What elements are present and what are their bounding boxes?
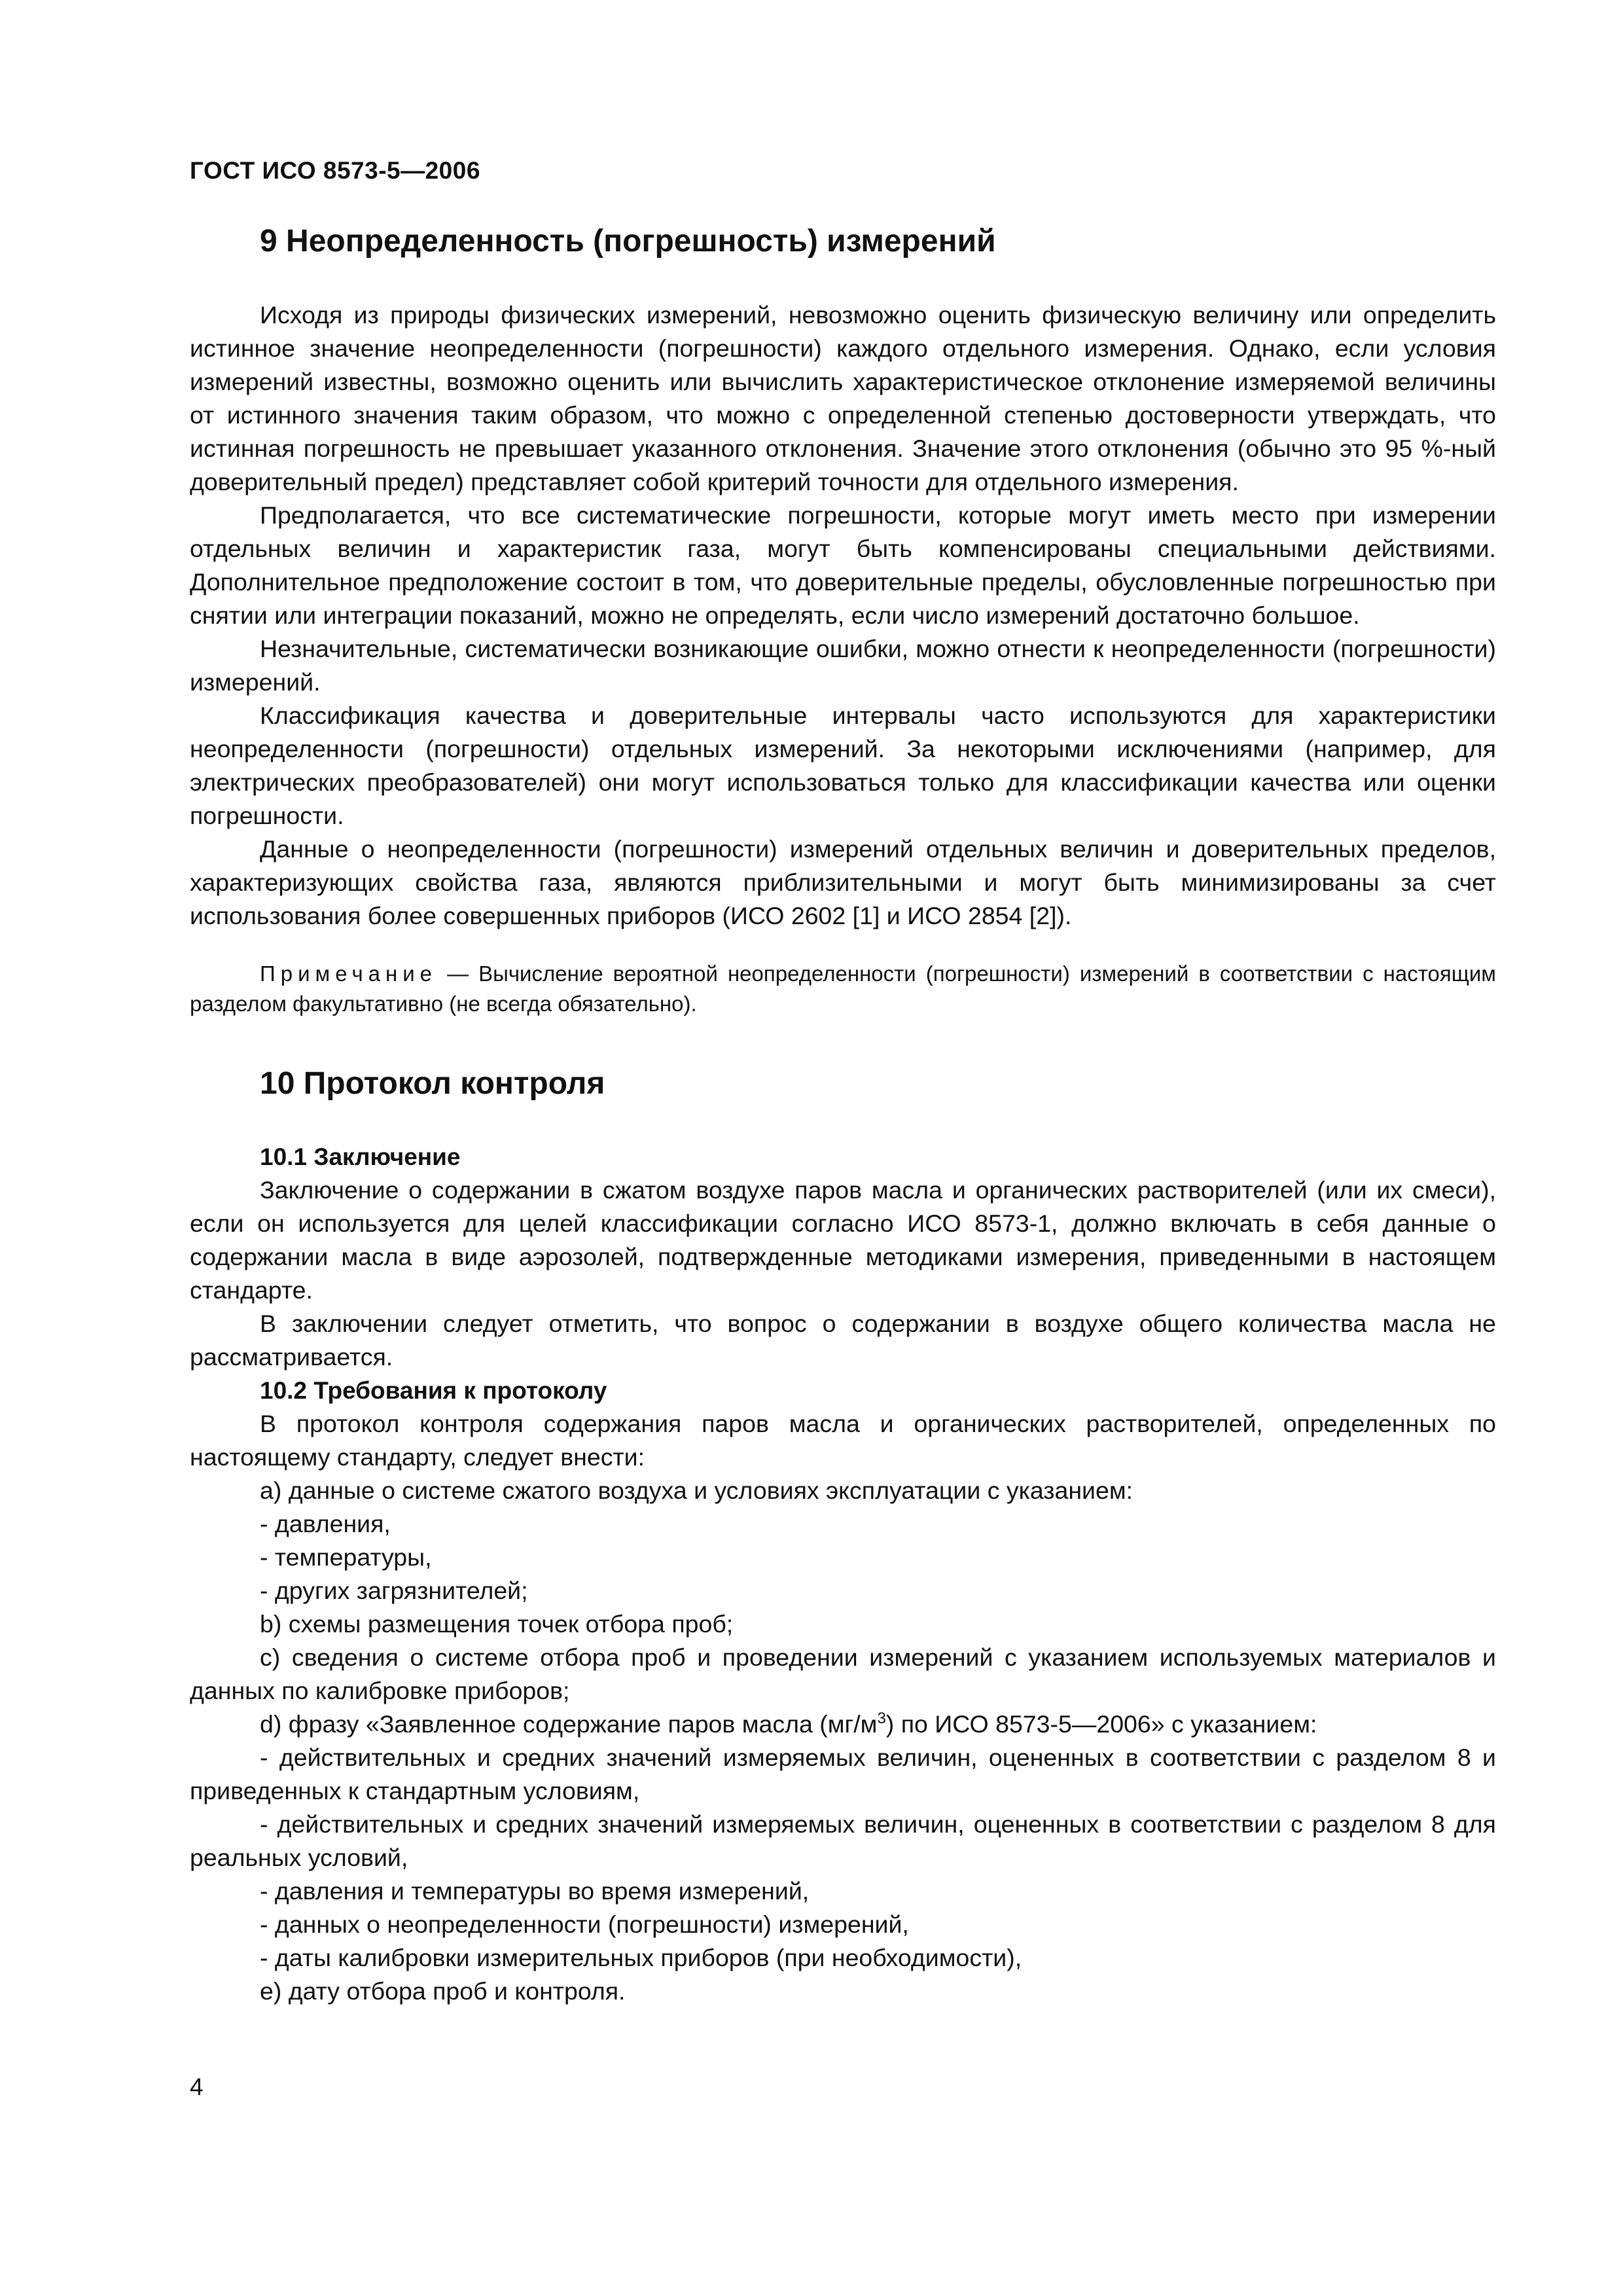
list-item-d-sub: - действительных и средних значений измеряемых величин, оцененных в соответствии с разделом 8 и приведенных к стандартным условиям, — [190, 1744, 1496, 1805]
list-item-d-sub: - давления и температуры во время измерений, — [260, 1877, 810, 1905]
section-10-title: 10 Протокол контроля — [260, 1066, 605, 1101]
list-item-d — [190, 1708, 1496, 1741]
section-9-paragraph: Незначительные, систематически возникающие ошибки, можно отнести к неопределенности (погрешности) измерений. — [190, 634, 1496, 696]
list-item-a-sub: - давления, — [260, 1510, 391, 1538]
item-d-superscript: 3 — [877, 1710, 886, 1728]
page-content — [190, 223, 1496, 2008]
note-text: — Вычисление вероятной неопределенности (погрешности) измерений в соответствии с настоящим разделом факультативно (не всегда обязательно). — [190, 961, 1496, 1016]
note-label: Примечание — [260, 961, 438, 986]
section-9-paragraph: Исходя из природы физических измерений, невозможно оценить физическую величину или определить истинное значение неопределенности (погрешности) каждого отдельного измерения. Однако, если условия измерений известны, возможно оценить или вычислить характеристическое отклонение измеряемой величины от истинного значения таким образом, что можно с определенной степенью достоверности утверждать, что истинная погрешность не превышает указанного отклонения. Значение этого отклонения (обычно это 95 %-ный доверительный предел) представляет собой критерий точности для отдельного измерения. — [190, 300, 1496, 495]
item-d-text-start: d) фразу «Заявленное содержание паров масла (мг/м — [260, 1710, 878, 1738]
list-item-d-sub: - данных о неопределенности (погрешности) измерений, — [260, 1910, 909, 1939]
list-item-e: e) дату отбора проб и контроля. — [260, 1977, 626, 2005]
item-d-text-end: ) по ИСО 8573-5—2006» с указанием: — [885, 1710, 1317, 1738]
section-9-note — [190, 959, 1496, 1019]
subsection-10-1-title: 10.1 Заключение — [260, 1143, 461, 1171]
subsection-10-2-intro: В протокол контроля содержания паров масла и органических растворителей, определенных по настоящему стандарту, следует внести: — [190, 1410, 1496, 1471]
list-item-a-sub: - других загрязнителей; — [260, 1577, 528, 1605]
page-number: 4 — [190, 2073, 204, 2100]
subsection-10-1-paragraph: В заключении следует отметить, что вопрос о содержании в воздухе общего количества масла не рассматривается. — [190, 1310, 1496, 1371]
list-item-c: c) сведения о системе отбора проб и проведении измерений с указанием используемых материалов и данных по калибровке приборов; — [190, 1643, 1496, 1705]
section-9-paragraph: Предполагается, что все систематические погрешности, которые могут иметь место при измерении отдельных величин и характеристик газа, могут быть компенсированы специальными действиями. Дополнительное предположение состоит в том, что доверительные пределы, обусловленные погрешностью при снятии или интеграции показаний, можно не определять, если число измерений достаточно большое. — [190, 501, 1496, 629]
list-item-d-sub: - действительных и средних значений измеряемых величин, оцененных в соответствии с разделом 8 для реальных условий, — [190, 1810, 1496, 1872]
standard-code-header: ГОСТ ИСО 8573-5—2006 — [190, 157, 480, 184]
subsection-10-1-paragraph: Заключение о содержании в сжатом воздухе паров масла и органических растворителей (или их смеси), если он используется для целей классификации согласно ИСО 8573-1, должно включать в себя данные о содержании масла в виде аэрозолей, подтвержденные методиками измерения, приведенными в настоящем стандарте. — [190, 1176, 1496, 1304]
subsection-10-2-title: 10.2 Требования к протоколу — [260, 1377, 607, 1405]
section-9-title: 9 Неопределенность (погрешность) измерений — [260, 224, 996, 259]
list-item-a-sub: - температуры, — [260, 1543, 432, 1571]
list-item-a: а) данные о системе сжатого воздуха и условиях эксплуатации с указанием: — [260, 1477, 1133, 1505]
section-9-paragraph: Данные о неопределенности (погрешности) измерений отдельных величин и доверительных пределов, характеризующих свойства газа, являются приблизительными и могут быть минимизированы за счет использования более совершенных приборов (ИСО 2602 [1] и ИСО 2854 [2]). — [190, 834, 1496, 929]
list-item-d-sub: - даты калибровки измерительных приборов (при необходимости), — [260, 1944, 1022, 1972]
section-9-paragraph: Классификация качества и доверительные интервалы часто используются для характеристики неопределенности (погрешности) отдельных измерений. За некоторыми исключениями (например, для электрических преобразователей) они могут использоваться только для классификации качества или оценки погрешности. — [190, 701, 1496, 829]
list-item-b: b) схемы размещения точек отбора проб; — [260, 1610, 734, 1638]
